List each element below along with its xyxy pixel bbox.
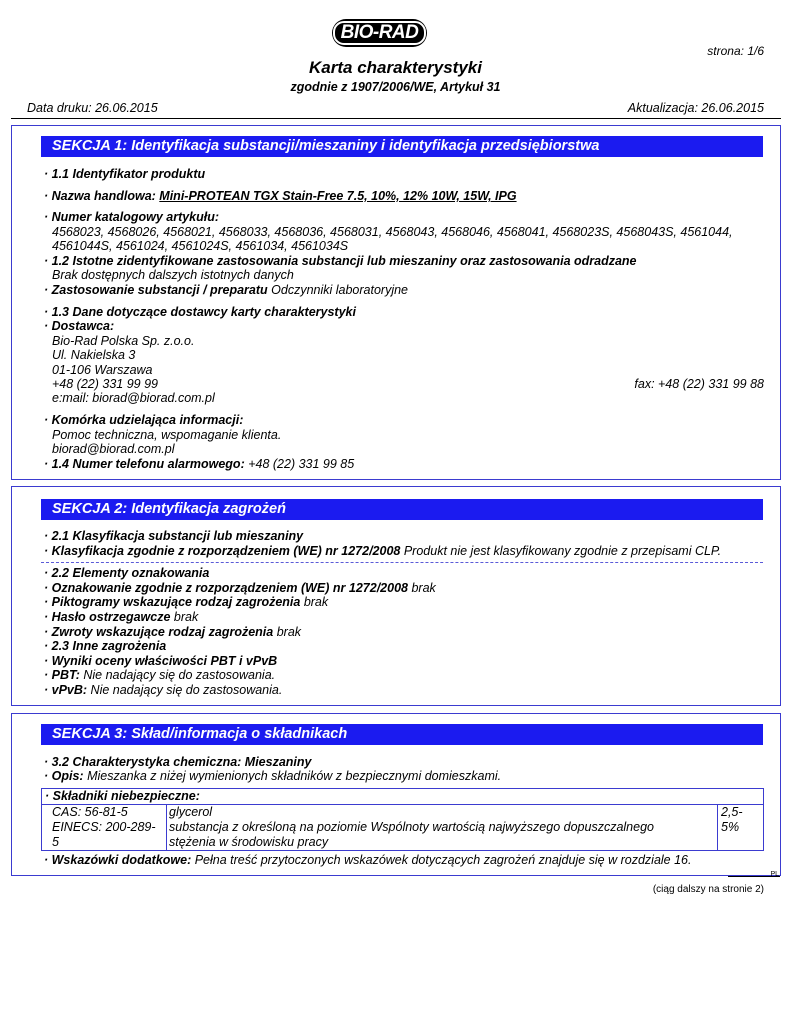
classification-heading: · 2.1 Klasyfikacja substancji lub mieszaniny	[44, 529, 304, 543]
table-row	[42, 805, 764, 851]
relevant-uses-value: Brak dostępnych dalszych istotnych danych	[52, 268, 294, 282]
dashed-divider	[41, 562, 763, 563]
header-divider	[11, 118, 781, 119]
concentration-cell: 2,5-5%	[718, 805, 764, 851]
catalog-numbers-line-2: 4561044S, 4561024, 4561024S, 4561034, 4561034S	[52, 239, 349, 253]
document-title: Karta charakterystyki	[309, 58, 482, 77]
substance-note-line-2: stężenia w środowisku pracy	[169, 835, 329, 849]
application: · Zastosowanie substancji / preparatu Odczynniki laboratoryjne	[44, 283, 409, 297]
signal-word: · Hasło ostrzegawcze brak	[44, 610, 199, 624]
table-header-row	[42, 789, 764, 805]
language-code: PL	[770, 871, 779, 878]
label-elements-heading: · 2.2 Elementy oznakowania	[44, 566, 210, 580]
trade-name: · Nazwa handlowa: Mini-PROTEAN TGX Stain-Free 7.5, 10%, 12% 10W, 15W, IPG	[44, 189, 517, 203]
section-2-heading: SEKCJA 2: Identyfikacja zagrożeń	[41, 499, 763, 520]
catalog-number-label: · Numer katalogowy artykułu:	[44, 210, 220, 224]
supplier-email: e:mail: biorad@biorad.com.pl	[52, 391, 215, 405]
hazard-statements: · Zwroty wskazujące rodzaj zagrożenia brak	[44, 625, 302, 639]
supplier-street: Ul. Nakielska 3	[52, 348, 136, 362]
product-identifier-heading: · 1.1 Identyfikator produktu	[44, 167, 206, 181]
pbt-assessment-heading: · Wyniki oceny właściwości PBT i vPvB	[44, 654, 278, 668]
hazard-pictograms: · Piktogramy wskazujące rodzaj zagrożenia brak	[44, 595, 329, 609]
identifiers-cell	[42, 805, 167, 851]
supplier-fax: fax: +48 (22) 331 99 88	[634, 377, 764, 391]
document-subtitle: zgodnie z 1907/2006/WE, Artykuł 31	[290, 80, 501, 94]
page-number: strona: 1/6	[707, 44, 764, 58]
vpvb-result: · vPvB: Nie nadający się do zastosowania.	[44, 683, 283, 697]
chemical-characterization-heading: · 3.2 Charakterystyka chemiczna: Mieszaniny	[44, 755, 312, 769]
info-department-label: · Komórka udzielająca informacji:	[44, 413, 244, 427]
table-header-cell: · Składniki niebezpieczne:	[42, 789, 764, 805]
cas-number: CAS: 56-81-5	[52, 805, 128, 819]
supplier-city: 01-106 Warszawa	[52, 363, 153, 377]
labelling-clp: · Oznakowanie zgodnie z rozporządzeniem (WE) nr 1272/2008 brak	[44, 581, 436, 595]
continued-note: (ciąg dalszy na stronie 2)	[652, 884, 764, 895]
other-hazards-heading: · 2.3 Inne zagrożenia	[44, 639, 167, 653]
classification-clp: · Klasyfikacja zgodnie z rozporządzeniem (WE) nr 1272/2008 Produkt nie jest klasyfikowany zgodnie z przepisami CLP.	[44, 544, 722, 558]
bio-rad-logo: BIO-RAD	[332, 19, 427, 47]
info-department-line-1: Pomoc techniczna, wspomaganie klienta.	[52, 428, 282, 442]
supplier-details-heading: · 1.3 Dane dotyczące dostawcy karty charakterystyki	[44, 305, 356, 319]
pbt-result: · PBT: Nie nadający się do zastosowania.	[44, 668, 276, 682]
section-3-heading: SEKCJA 3: Skład/informacja o składnikach	[41, 724, 763, 745]
substance-cell	[167, 805, 718, 851]
update-date: Aktualizacja: 26.06.2015	[627, 101, 764, 115]
description: · Opis: Mieszanka z niżej wymienionych składników z bezpiecznymi domieszkami.	[44, 769, 502, 783]
catalog-numbers-line-1: 4568023, 4568026, 4568021, 4568033, 4568036, 4568031, 4568043, 4568046, 4568041, 4568023S, 4568043S, 4561044,	[52, 225, 733, 239]
substance-name: glycerol	[169, 805, 213, 819]
section-1-heading: SEKCJA 1: Identyfikacja substancji/mieszaniny i identyfikacja przedsiębiorstwa	[41, 136, 763, 157]
print-date: Data druku: 26.06.2015	[27, 101, 158, 115]
supplier-phone: +48 (22) 331 99 99	[52, 377, 158, 391]
hazardous-components-table	[41, 788, 764, 851]
additional-information: · Wskazówki dodatkowe: Pełna treść przytoczonych wskazówek dotyczących zagrożeń znajduje się w rozdziale 16.	[44, 853, 692, 867]
einecs-number: EINECS: 200-289-5	[52, 820, 156, 849]
substance-note-line-1: substancja z określoną na poziomie Wspólnoty wartością najwyższego dopuszczalnego	[169, 820, 654, 834]
emergency-phone: · 1.4 Numer telefonu alarmowego: +48 (22) 331 99 85	[44, 457, 355, 471]
info-department-line-2: biorad@biorad.com.pl	[52, 442, 175, 456]
supplier-name: Bio-Rad Polska Sp. z.o.o.	[52, 334, 195, 348]
relevant-uses-heading: · 1.2 Istotne zidentyfikowane zastosowania substancji lub mieszaniny oraz zastosowania odradzane	[44, 254, 637, 268]
supplier-label: · Dostawca:	[44, 319, 115, 333]
